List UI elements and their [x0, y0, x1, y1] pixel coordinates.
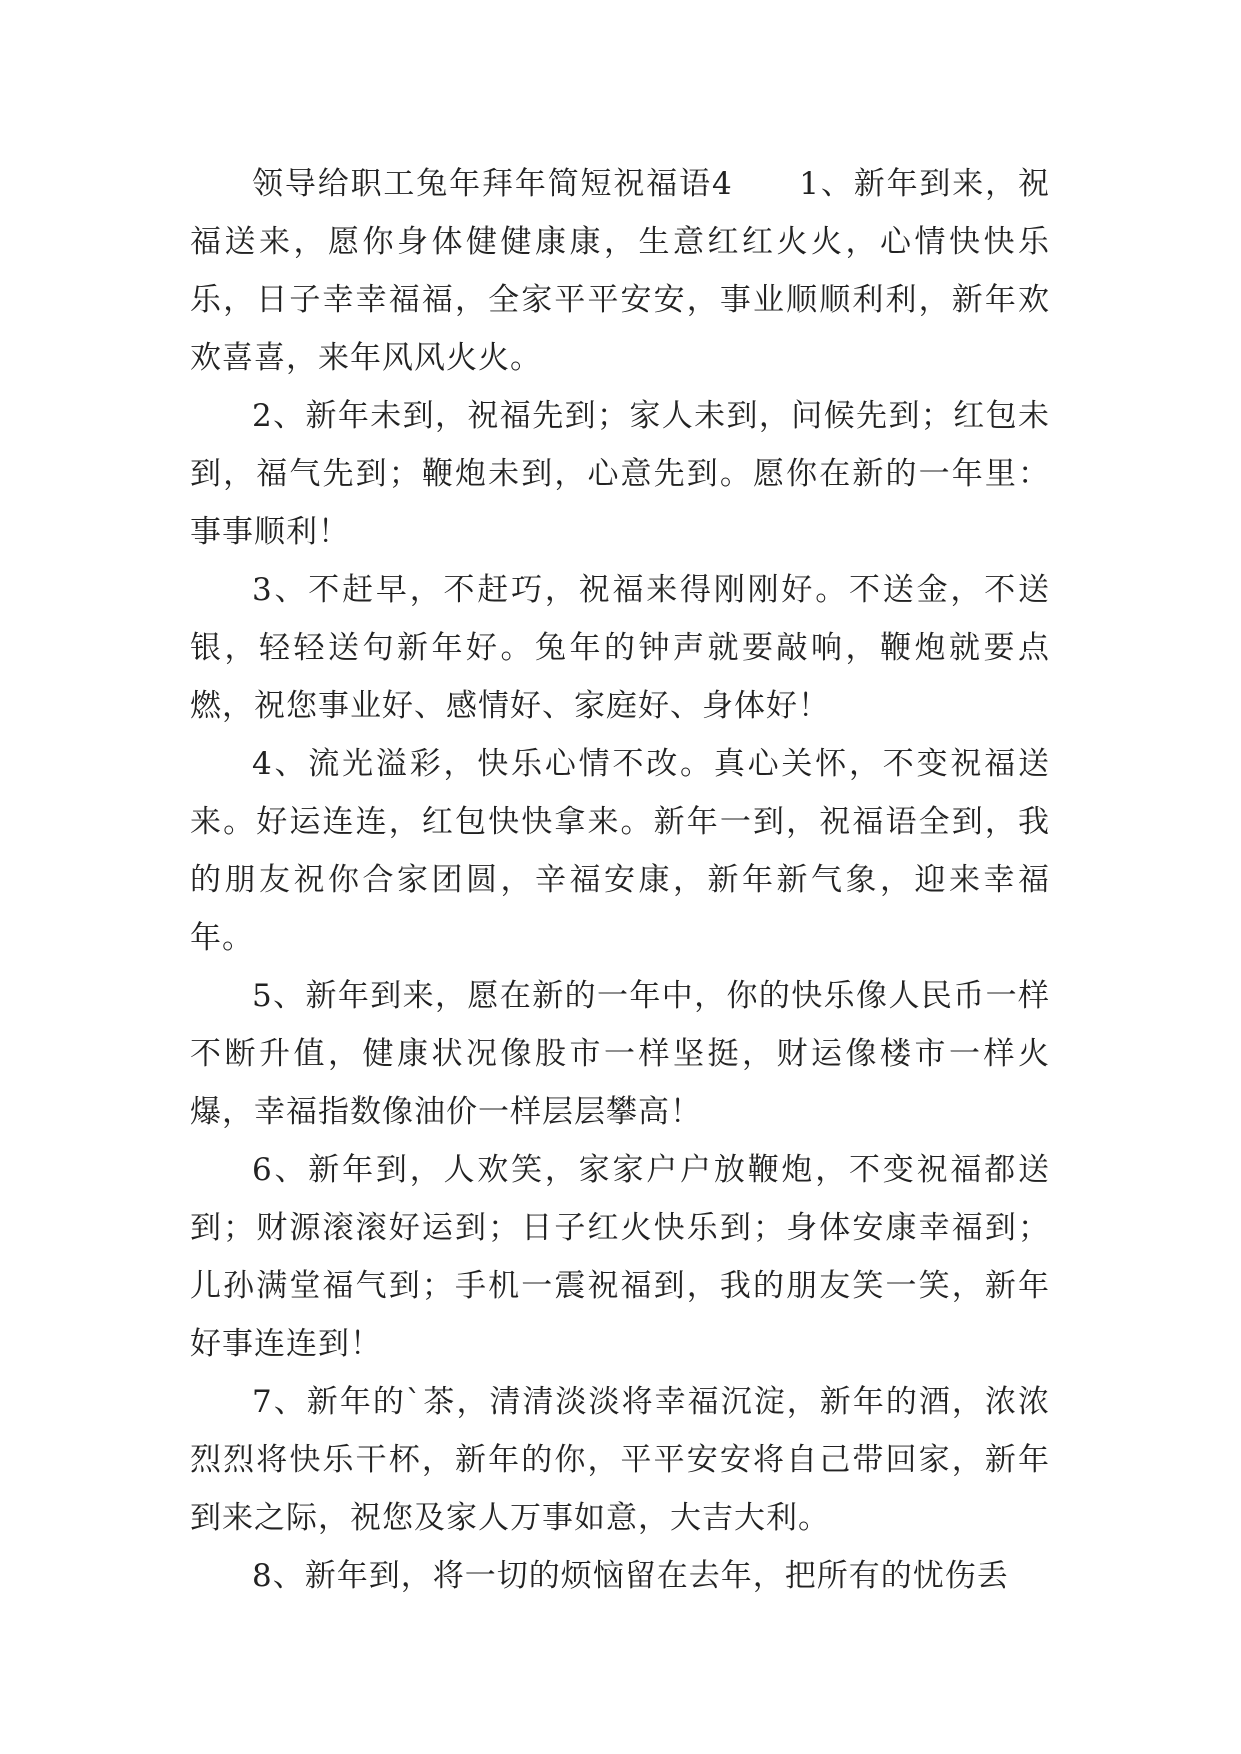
paragraph-title-and-item-1: 领导给职工兔年拜年简短祝福语4 1、新年到来，祝福送来，愿你身体健健康康，生意红红火火，心情快快乐乐，日子幸幸福福，全家平平安安，事业顺顺利利，新年欢欢喜喜，来年风风火火。 — [190, 166, 1050, 376]
document-body — [190, 155, 1050, 1605]
paragraph-item-4: 4、流光溢彩，快乐心情不改。真心关怀，不变祝福送来。好运连连，红包快快拿来。新年一到，祝福语全到，我的朋友祝你合家团圆，辛福安康，新年新气象，迎来幸福年。 — [190, 746, 1050, 956]
paragraph-item-5: 5、新年到来，愿在新的一年中，你的快乐像人民币一样不断升值，健康状况像股市一样坚挺，财运像楼市一样火爆，幸福指数像油价一样层层攀高！ — [190, 978, 1050, 1130]
paragraph-item-8: 8、新年到，将一切的烦恼留在去年，把所有的忧伤丢 — [252, 1558, 1009, 1594]
paragraph-item-3: 3、不赶早，不赶巧，祝福来得刚刚好。不送金，不送银，轻轻送句新年好。兔年的钟声就要敲响，鞭炮就要点燃，祝您事业好、感情好、家庭好、身体好！ — [190, 572, 1050, 724]
paragraph-item-6: 6、新年到，人欢笑，家家户户放鞭炮，不变祝福都送到；财源滚滚好运到；日子红火快乐到；身体安康幸福到；儿孙满堂福气到；手机一震祝福到，我的朋友笑一笑，新年好事连连到！ — [190, 1152, 1050, 1362]
paragraph-item-2: 2、新年未到，祝福先到；家人未到，问候先到；红包未到，福气先到；鞭炮未到，心意先到。愿你在新的一年里：事事顺利！ — [190, 398, 1050, 550]
paragraph-item-7: 7、新年的`茶，清清淡淡将幸福沉淀，新年的酒，浓浓烈烈将快乐干杯，新年的你，平平安安将自己带回家，新年到来之际，祝您及家人万事如意，大吉大利。 — [190, 1384, 1050, 1536]
